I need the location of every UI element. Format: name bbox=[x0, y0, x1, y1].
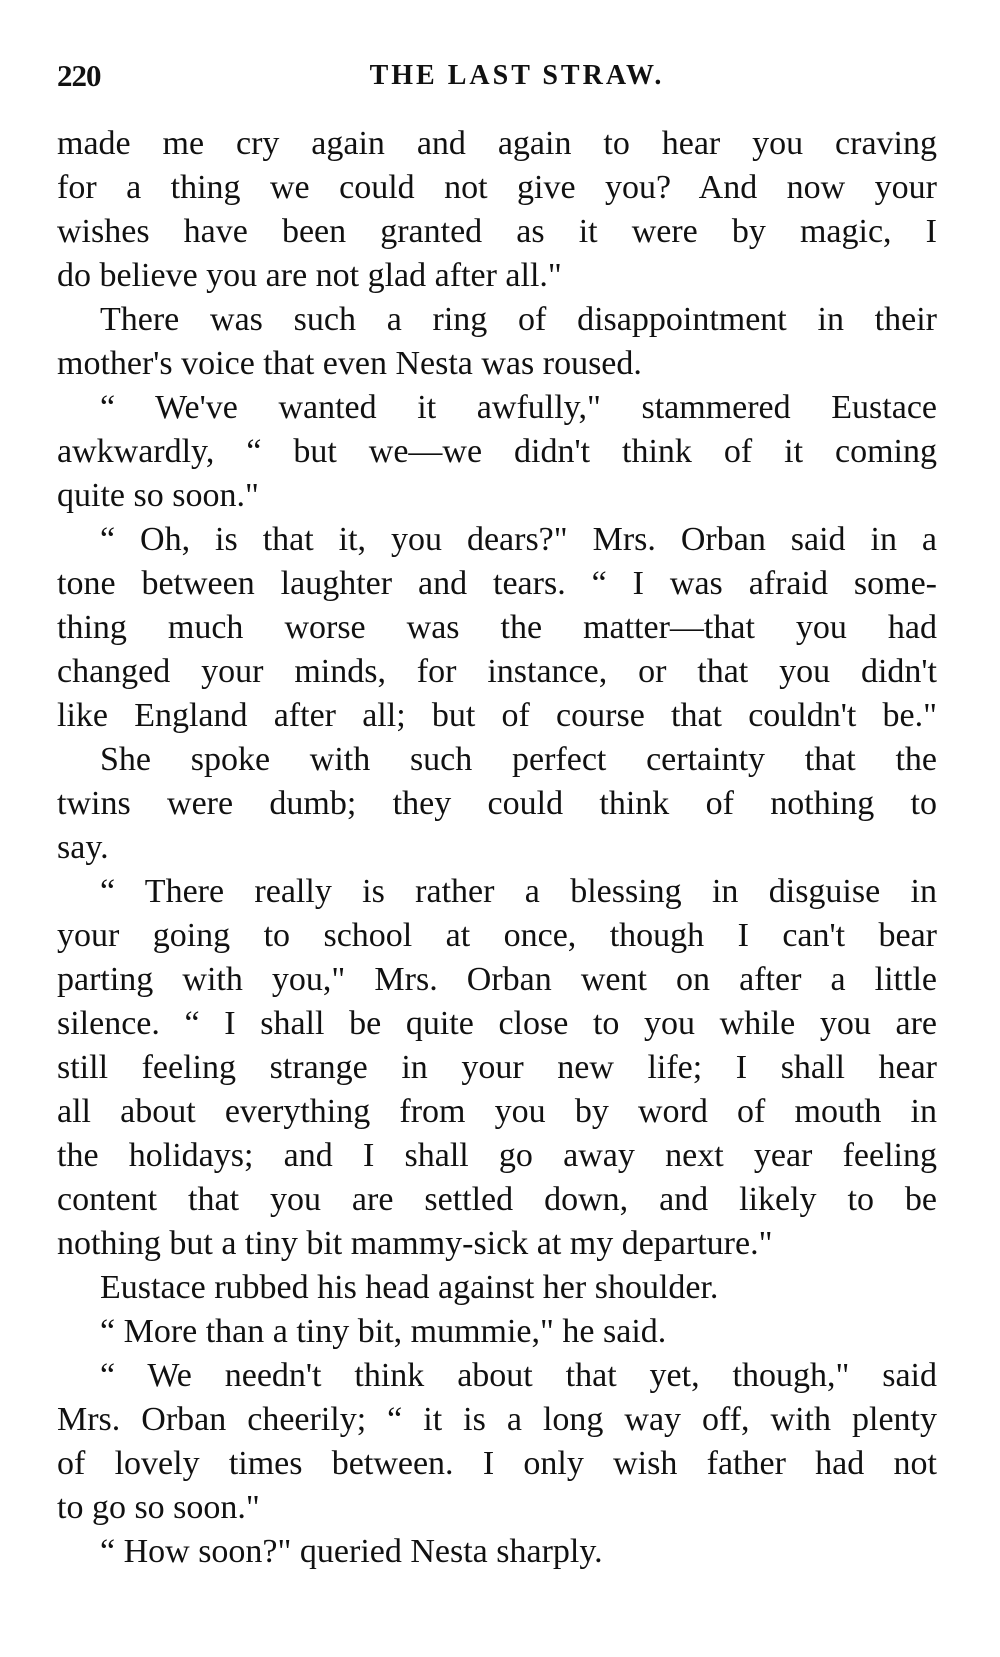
text-line: do believe you are not glad after all." bbox=[57, 257, 562, 294]
text-line: She spoke with such perfect certainty that the bbox=[100, 741, 937, 778]
text-line: awkwardly, “ but we—we didn't think of it coming bbox=[57, 433, 937, 470]
text-line: silence. “ I shall be quite close to you while you are bbox=[57, 1005, 937, 1042]
page-number: 220 bbox=[57, 58, 101, 93]
text-line: changed your minds, for instance, or that you didn't bbox=[57, 653, 937, 690]
text-line: your going to school at once, though I can't bear bbox=[57, 917, 937, 954]
body-text bbox=[57, 122, 937, 1574]
text-line: of lovely times between. I only wish father had not bbox=[57, 1445, 937, 1482]
text-line: for a thing we could not give you? And now your bbox=[57, 169, 937, 206]
text-line: twins were dumb; they could think of nothing to bbox=[57, 785, 937, 822]
text-line: to go so soon." bbox=[57, 1489, 260, 1526]
text-line: parting with you," Mrs. Orban went on after a little bbox=[57, 961, 937, 998]
text-line: “ We needn't think about that yet, though," said bbox=[100, 1357, 937, 1394]
text-line: still feeling strange in your new life; I shall hear bbox=[57, 1049, 937, 1086]
text-line: quite so soon." bbox=[57, 477, 259, 514]
text-line: say. bbox=[57, 829, 109, 866]
page-header bbox=[57, 56, 937, 96]
text-line: “ How soon?" queried Nesta sharply. bbox=[100, 1533, 603, 1570]
running-title: THE LAST STRAW. bbox=[369, 60, 665, 91]
text-line: “ We've wanted it awfully," stammered Eustace bbox=[100, 389, 937, 426]
text-line: the holidays; and I shall go away next year feeling bbox=[57, 1137, 937, 1174]
text-line: like England after all; but of course that couldn't be." bbox=[57, 697, 937, 734]
text-line: mother's voice that even Nesta was roused. bbox=[57, 345, 642, 382]
text-line: “ Oh, is that it, you dears?" Mrs. Orban said in a bbox=[100, 521, 937, 558]
text-line: Mrs. Orban cheerily; “ it is a long way off, with plenty bbox=[57, 1401, 937, 1438]
text-line: nothing but a tiny bit mammy-sick at my departure." bbox=[57, 1225, 773, 1262]
text-line: Eustace rubbed his head against her shoulder. bbox=[100, 1269, 719, 1306]
text-line: thing much worse was the matter—that you had bbox=[57, 609, 937, 646]
text-line: all about everything from you by word of mouth in bbox=[57, 1093, 937, 1130]
text-line: “ There really is rather a blessing in disguise in bbox=[100, 873, 937, 910]
text-line: “ More than a tiny bit, mummie," he said. bbox=[100, 1313, 667, 1350]
text-line: tone between laughter and tears. “ I was afraid some- bbox=[57, 565, 937, 602]
text-line: There was such a ring of disappointment in their bbox=[100, 301, 937, 338]
text-line: made me cry again and again to hear you craving bbox=[57, 125, 937, 162]
text-line: content that you are settled down, and likely to be bbox=[57, 1181, 937, 1218]
text-line: wishes have been granted as it were by magic, I bbox=[57, 213, 937, 250]
